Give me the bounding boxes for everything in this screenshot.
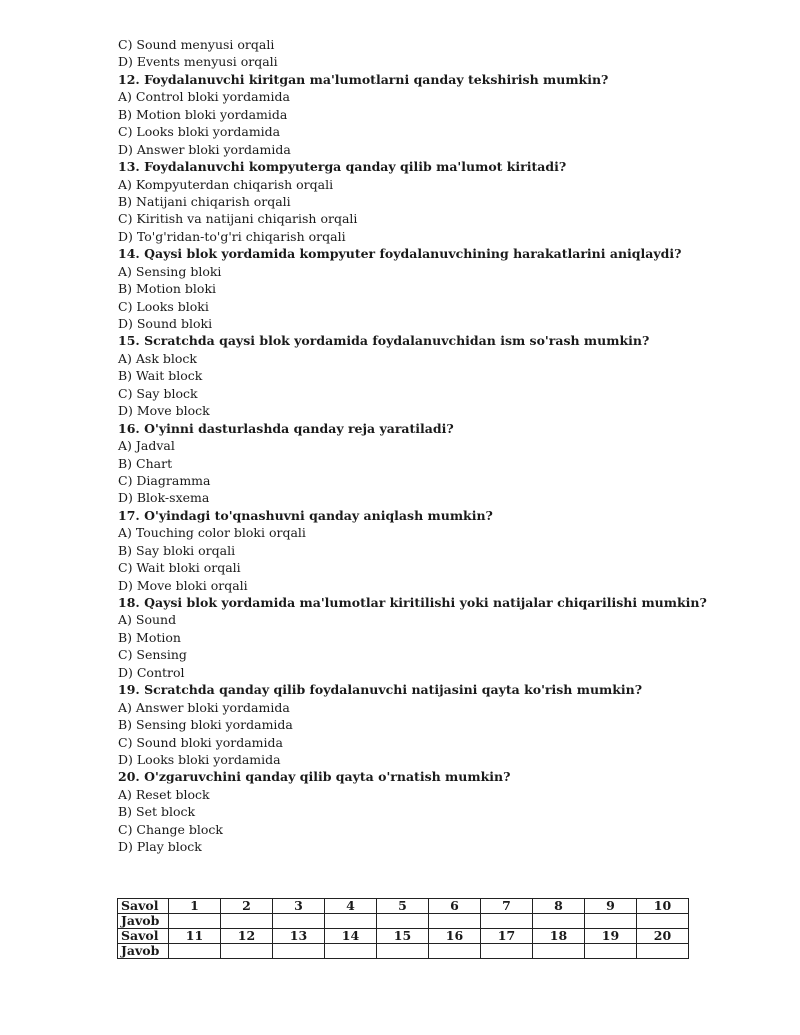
answer-cell[interactable]: [377, 944, 429, 959]
quiz-content: [118, 36, 718, 856]
question-row-2: [118, 929, 689, 944]
question-number-cell: 17: [481, 929, 533, 944]
answer-cell[interactable]: [481, 914, 533, 929]
answer-option: B) Set block: [118, 804, 196, 820]
answer-option: D) Move block: [118, 403, 210, 419]
answer-option: A) Sound: [118, 612, 177, 628]
answer-option: C) Wait bloki orqali: [118, 560, 241, 576]
answer-option: B) Motion bloki: [118, 281, 217, 297]
answer-option: D) Play block: [118, 839, 202, 855]
answer-cell[interactable]: [429, 914, 481, 929]
answer-option: C) Sound bloki yordamida: [118, 734, 283, 750]
answer-label: Javob: [118, 944, 169, 959]
answer-option: C) Looks bloki yordamida: [118, 124, 281, 140]
answer-option: D) Answer bloki yordamida: [118, 141, 291, 157]
question-row-1: [118, 899, 689, 914]
question-number-cell: 6: [429, 899, 481, 914]
answer-option: A) Kompyuterdan chiqarish orqali: [118, 176, 334, 192]
question-number-cell: 11: [169, 929, 221, 944]
answer-option: B) Natijani chiqarish orqali: [118, 193, 291, 209]
answer-option: A) Ask block: [118, 350, 197, 366]
answer-cell[interactable]: [325, 944, 377, 959]
answer-label: Javob: [118, 914, 169, 929]
answer-cell[interactable]: [585, 914, 637, 929]
answer-option: C) Diagramma: [118, 472, 211, 488]
answer-option: B) Sensing bloki yordamida: [118, 717, 293, 733]
answer-option: C) Looks bloki: [118, 298, 209, 314]
question-number-cell: 7: [481, 899, 533, 914]
question-label: Savol: [118, 929, 169, 944]
answer-option: A) Touching color bloki orqali: [118, 525, 306, 541]
question-number-cell: 9: [585, 899, 637, 914]
answer-option: D) Blok-sxema: [118, 490, 210, 506]
question-number-cell: 8: [533, 899, 585, 914]
question-text: 15. Scratchda qaysi blok yordamida foydalanuvchidan ism so'rash mumkin?: [118, 333, 650, 349]
answer-option: C) Say block: [118, 385, 198, 401]
answer-cell[interactable]: [221, 944, 273, 959]
answer-option: D) Sound bloki: [118, 316, 213, 331]
answer-cell[interactable]: [637, 914, 689, 929]
answer-option: B) Motion: [118, 629, 181, 645]
answer-cell[interactable]: [169, 944, 221, 959]
answer-cell[interactable]: [273, 944, 325, 959]
answer-option: B) Chart: [118, 455, 173, 471]
answer-option: D) Move bloki orqali: [118, 577, 248, 593]
answer-option: A) Answer bloki yordamida: [118, 699, 290, 715]
question-number-cell: 13: [273, 929, 325, 944]
answer-cell[interactable]: [533, 944, 585, 959]
answer-row-1: [118, 914, 689, 929]
answer-option: B) Say bloki orqali: [118, 542, 236, 558]
answer-option: C) Sound menyusi orqali: [118, 37, 275, 52]
answer-option: D) Events menyusi orqali: [118, 54, 278, 70]
question-number-cell: 3: [273, 899, 325, 914]
answer-option: B) Motion bloki yordamida: [118, 106, 288, 122]
question-text: 14. Qaysi blok yordamida kompyuter foydalanuvchining harakatlarini aniqlaydi?: [118, 246, 682, 262]
answer-row-2: [118, 944, 689, 959]
question-text: 19. Scratchda qanday qilib foydalanuvchi natijasini qayta ko'rish mumkin?: [118, 682, 643, 698]
answer-option: B) Wait block: [118, 368, 203, 384]
answer-cell[interactable]: [221, 914, 273, 929]
answer-cell[interactable]: [325, 914, 377, 929]
question-text: 20. O'zgaruvchini qanday qilib qayta o'rnatish mumkin?: [118, 769, 511, 785]
question-number-cell: 10: [637, 899, 689, 914]
answer-cell[interactable]: [637, 944, 689, 959]
question-label: Savol: [118, 899, 169, 914]
answer-option: D) Control: [118, 664, 185, 680]
question-number-cell: 20: [637, 929, 689, 944]
answer-option: D) Looks bloki yordamida: [118, 751, 281, 767]
answer-option: C) Sensing: [118, 647, 187, 663]
answer-option: A) Control bloki yordamida: [118, 89, 290, 105]
question-text: 16. O'yinni dasturlashda qanday reja yaratiladi?: [118, 420, 454, 436]
answer-option: C) Change block: [118, 821, 224, 837]
answer-option: A) Reset block: [118, 786, 210, 802]
answer-option: D) To'g'ridan-to'g'ri chiqarish orqali: [118, 228, 346, 244]
answer-table: [117, 898, 689, 959]
question-text: 17. O'yindagi to'qnashuvni qanday aniqlash mumkin?: [118, 507, 493, 523]
answer-cell[interactable]: [169, 914, 221, 929]
answer-option: C) Kiritish va natijani chiqarish orqali: [118, 211, 358, 227]
answer-cell[interactable]: [273, 914, 325, 929]
answer-cell[interactable]: [481, 944, 533, 959]
question-number-cell: 4: [325, 899, 377, 914]
answer-option: A) Sensing bloki: [118, 263, 222, 279]
question-number-cell: 19: [585, 929, 637, 944]
question-number-cell: 16: [429, 929, 481, 944]
question-text: 18. Qaysi blok yordamida ma'lumotlar kiritilishi yoki natijalar chiqarilishi mumkin?: [118, 595, 707, 610]
answer-cell[interactable]: [429, 944, 481, 959]
question-number-cell: 2: [221, 899, 273, 914]
answer-cell[interactable]: [533, 914, 585, 929]
question-number-cell: 14: [325, 929, 377, 944]
answer-option: A) Jadval: [118, 438, 175, 454]
question-number-cell: 12: [221, 929, 273, 944]
question-number-cell: 18: [533, 929, 585, 944]
question-text: 13. Foydalanuvchi kompyuterga qanday qilib ma'lumot kiritadi?: [118, 159, 567, 175]
question-number-cell: 5: [377, 899, 429, 914]
question-number-cell: 15: [377, 929, 429, 944]
question-text: 12. Foydalanuvchi kiritgan ma'lumotlarni qanday tekshirish mumkin?: [118, 71, 609, 87]
answer-cell[interactable]: [585, 944, 637, 959]
answer-cell[interactable]: [377, 914, 429, 929]
question-number-cell: 1: [169, 899, 221, 914]
